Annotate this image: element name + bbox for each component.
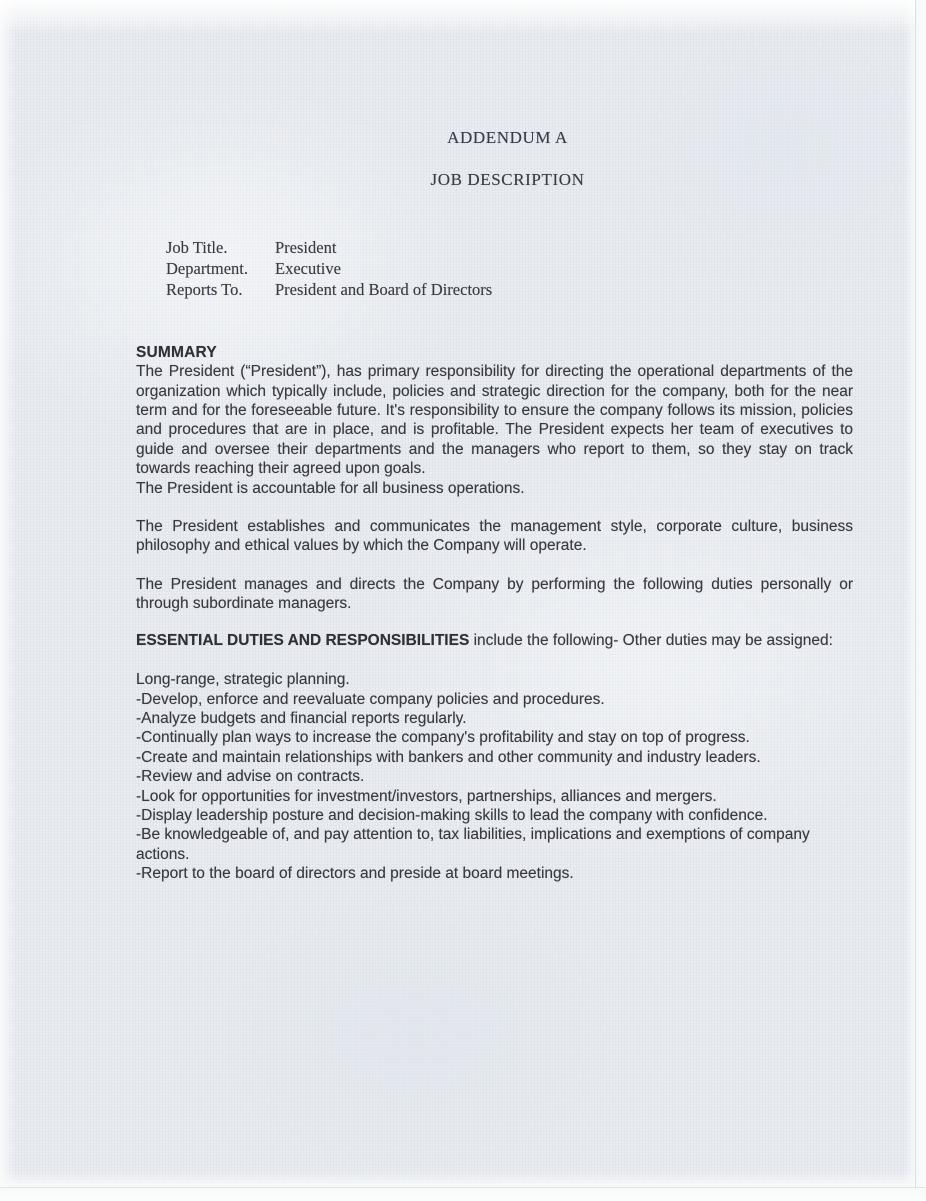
- info-row-job-title: [166, 237, 853, 258]
- info-value: President and Board of Directors: [275, 279, 493, 299]
- summary-paragraph: The President (“President”), has primary responsibility for directing the operational departments of the organization which typically include, policies and strategic direction for the company, both for the near term and for the foreseeable future. It's responsibility to ensure the company follows its mission, policies and procedures that are in place, and is profitable. The President expects her team of executives to guide and oversee their departments and the managers who report to them, so they stay on track towards reaching their agreed upon goals.: [136, 363, 853, 478]
- scanner-edge-bottom: [0, 1187, 926, 1201]
- duty-item: -Look for opportunities for investment/investors, partnerships, alliances and mergers.: [136, 787, 717, 805]
- duty-item: -Review and advise on contracts.: [136, 768, 365, 786]
- duty-item: -Continually plan ways to increase the company's profitability and stay on top of progress.: [136, 729, 750, 747]
- scanner-edge-right: [915, 0, 926, 1201]
- duty-item: -Analyze budgets and financial reports regularly.: [136, 709, 467, 727]
- duty-item: Long-range, strategic planning.: [136, 671, 350, 689]
- info-row-department: [166, 258, 853, 279]
- manages-directs-paragraph: The President manages and directs the Company by performing the following duties personally or through subordinate managers.: [136, 575, 853, 613]
- essential-duties-intro-text: include the following- Other duties may be assigned:: [469, 631, 833, 649]
- addendum-heading: ADDENDUM A: [447, 128, 568, 147]
- essential-duties-intro: [136, 614, 853, 650]
- duty-item: -Report to the board of directors and preside at board meetings.: [136, 865, 574, 883]
- duty-item: -Create and maintain relationships with bankers and other community and industry leaders.: [136, 748, 761, 766]
- summary-heading: SUMMARY: [136, 343, 217, 361]
- info-label: Reports To.: [166, 279, 243, 299]
- management-style-paragraph: The President establishes and communicates the management style, corporate culture, business philosophy and ethical values by which the Company will operate.: [136, 518, 853, 555]
- essential-duties-heading: ESSENTIAL DUTIES AND RESPONSIBILITIES: [136, 631, 470, 649]
- job-info-block: [136, 237, 853, 300]
- info-label: Department.: [166, 258, 249, 278]
- job-description-heading: JOB DESCRIPTION: [430, 170, 585, 190]
- document-content: [136, 0, 853, 884]
- info-value: Executive: [275, 258, 341, 278]
- info-value: President: [275, 237, 337, 257]
- duty-item: -Display leadership posture and decision-making skills to lead the company with confidence.: [136, 806, 768, 824]
- duty-item: -Be knowledgeable of, and pay attention to, tax liabilities, implications and exemptions of company actions.: [136, 826, 810, 863]
- duty-item: -Develop, enforce and reevaluate company policies and procedures.: [136, 690, 605, 708]
- info-label: Job Title.: [166, 237, 228, 257]
- summary-accountable-line: The President is accountable for all business operations.: [136, 479, 525, 497]
- info-row-reports-to: [166, 279, 853, 300]
- duties-list: [136, 650, 853, 883]
